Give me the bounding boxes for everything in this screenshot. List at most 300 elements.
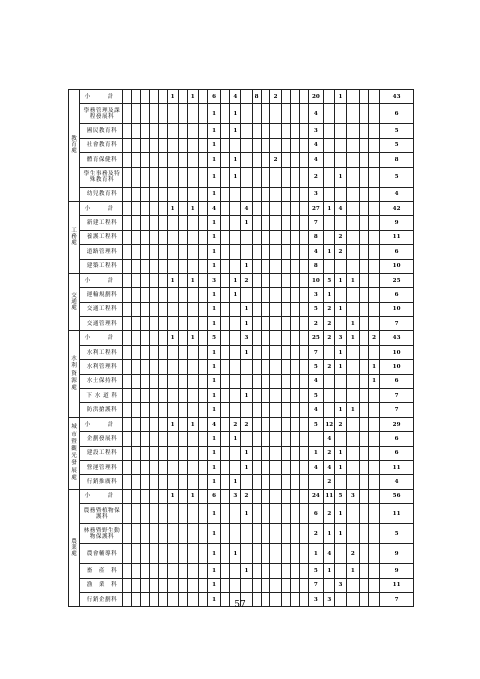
count-cell (252, 288, 261, 302)
count-cell (131, 245, 140, 259)
count-cell (198, 317, 207, 331)
count-cell (122, 345, 131, 359)
row-total-cell: 43 (380, 90, 414, 104)
count-cell (346, 360, 359, 374)
table-row (69, 187, 414, 201)
count-cell (198, 524, 207, 544)
count-cell (299, 317, 308, 331)
count-cell: 1 (167, 331, 178, 345)
count-cell (299, 90, 308, 104)
count-cell (122, 374, 131, 388)
count-cell (299, 167, 308, 187)
count-cell (360, 230, 369, 244)
count-cell (198, 504, 207, 524)
count-cell (346, 460, 359, 474)
count-cell (252, 216, 261, 230)
count-cell (324, 259, 335, 273)
count-cell (131, 273, 140, 287)
count-cell (122, 216, 131, 230)
section-name: 水利工程科 (80, 345, 123, 359)
count-cell (241, 167, 252, 187)
count-cell: 1 (230, 153, 241, 167)
count-cell (131, 317, 140, 331)
count-cell (346, 475, 359, 489)
count-cell (122, 245, 131, 259)
count-cell (131, 432, 140, 446)
count-cell (270, 578, 281, 592)
count-cell (290, 389, 299, 403)
count-cell (122, 138, 131, 152)
count-cell (230, 446, 241, 460)
count-cell (158, 259, 167, 273)
count-cell (252, 460, 261, 474)
count-cell (187, 345, 198, 359)
count-cell (360, 124, 369, 138)
count-cell (187, 578, 198, 592)
count-cell (149, 331, 158, 345)
count-cell: 1 (346, 331, 359, 345)
row-total-cell: 5 (380, 138, 414, 152)
count-cell (261, 187, 270, 201)
count-cell (178, 153, 187, 167)
count-cell (368, 345, 379, 359)
count-cell: 1 (207, 302, 220, 316)
count-cell: 1 (187, 331, 198, 345)
count-cell: 5 (308, 417, 324, 431)
count-cell (158, 564, 167, 578)
count-cell: 1 (207, 374, 220, 388)
table-row (69, 124, 414, 138)
count-cell (149, 432, 158, 446)
count-cell (346, 417, 359, 431)
count-cell (346, 201, 359, 215)
count-cell (252, 403, 261, 417)
count-cell (281, 104, 290, 124)
count-cell (335, 216, 346, 230)
count-cell (368, 273, 379, 287)
count-cell (281, 374, 290, 388)
count-cell (261, 417, 270, 431)
count-cell: 4 (308, 460, 324, 474)
count-cell (252, 104, 261, 124)
count-cell: 2 (324, 446, 335, 460)
count-cell: 2 (241, 417, 252, 431)
count-cell (368, 403, 379, 417)
row-total-cell: 10 (380, 345, 414, 359)
count-cell (368, 302, 379, 316)
count-cell (167, 259, 178, 273)
department-label: 教育處 (69, 90, 80, 202)
count-cell: 1 (230, 475, 241, 489)
count-cell (346, 302, 359, 316)
count-cell (368, 259, 379, 273)
count-cell (178, 475, 187, 489)
count-cell (270, 245, 281, 259)
table-row (69, 524, 414, 544)
count-cell (252, 259, 261, 273)
count-cell (360, 564, 369, 578)
count-cell: 1 (207, 360, 220, 374)
count-cell (261, 524, 270, 544)
count-cell (299, 374, 308, 388)
count-cell: 1 (335, 504, 346, 524)
count-cell (187, 216, 198, 230)
count-cell (270, 259, 281, 273)
count-cell (198, 288, 207, 302)
count-cell (178, 446, 187, 460)
count-cell (131, 216, 140, 230)
count-cell: 1 (335, 273, 346, 287)
row-total-cell: 6 (380, 432, 414, 446)
count-cell (198, 90, 207, 104)
count-cell (261, 259, 270, 273)
count-cell (187, 153, 198, 167)
count-cell (178, 124, 187, 138)
count-cell (122, 544, 131, 564)
count-cell (230, 259, 241, 273)
count-cell (122, 389, 131, 403)
count-cell (360, 389, 369, 403)
count-cell: 4 (324, 432, 335, 446)
count-cell (368, 153, 379, 167)
count-cell: 1 (241, 216, 252, 230)
count-cell (167, 302, 178, 316)
count-cell: 5 (207, 331, 220, 345)
count-cell (230, 138, 241, 152)
count-cell (158, 273, 167, 287)
count-cell (122, 403, 131, 417)
count-cell (281, 302, 290, 316)
section-name: 社會教育科 (80, 138, 123, 152)
count-cell (360, 245, 369, 259)
row-total-cell: 7 (380, 403, 414, 417)
count-cell (281, 564, 290, 578)
table-row (69, 374, 414, 388)
table-row (69, 475, 414, 489)
count-cell (140, 446, 149, 460)
count-cell (221, 417, 230, 431)
count-cell (252, 446, 261, 460)
count-cell (131, 230, 140, 244)
count-cell (290, 288, 299, 302)
count-cell: 3 (346, 489, 359, 503)
subtotal-label: 小 計 (80, 273, 123, 287)
count-cell (178, 187, 187, 201)
count-cell (131, 259, 140, 273)
section-name: 畜 產 科 (80, 564, 123, 578)
count-cell (299, 245, 308, 259)
count-cell (252, 360, 261, 374)
count-cell: 3 (308, 187, 324, 201)
count-cell (346, 524, 359, 544)
count-cell (281, 153, 290, 167)
count-cell (221, 504, 230, 524)
count-cell (290, 446, 299, 460)
count-cell: 1 (187, 489, 198, 503)
count-cell (167, 153, 178, 167)
count-cell: 1 (207, 460, 220, 474)
count-cell (252, 578, 261, 592)
count-cell (346, 90, 359, 104)
count-cell (167, 475, 178, 489)
count-cell: 6 (207, 90, 220, 104)
count-cell (149, 374, 158, 388)
count-cell (230, 564, 241, 578)
count-cell (290, 187, 299, 201)
table-row (69, 389, 414, 403)
count-cell (281, 124, 290, 138)
count-cell: 1 (207, 167, 220, 187)
count-cell (140, 432, 149, 446)
count-cell (241, 288, 252, 302)
count-cell (290, 544, 299, 564)
count-cell (299, 230, 308, 244)
row-total-cell: 9 (380, 564, 414, 578)
count-cell (178, 460, 187, 474)
row-total-cell: 25 (380, 273, 414, 287)
count-cell (122, 564, 131, 578)
count-cell (122, 302, 131, 316)
count-cell (198, 331, 207, 345)
count-cell (261, 273, 270, 287)
table-row (69, 167, 414, 187)
count-cell: 7 (308, 345, 324, 359)
count-cell (368, 230, 379, 244)
table-row (69, 446, 414, 460)
row-total-cell: 5 (380, 124, 414, 138)
count-cell: 1 (207, 564, 220, 578)
count-cell (299, 524, 308, 544)
count-cell (360, 331, 369, 345)
count-cell (241, 90, 252, 104)
count-cell (261, 230, 270, 244)
count-cell (187, 446, 198, 460)
count-cell (158, 460, 167, 474)
count-cell (346, 124, 359, 138)
section-name: 運輸規劃科 (80, 288, 123, 302)
count-cell (167, 230, 178, 244)
count-cell: 1 (241, 317, 252, 331)
row-total-cell: 43 (380, 331, 414, 345)
count-cell (198, 489, 207, 503)
count-cell (290, 273, 299, 287)
subtotal-label: 小 計 (80, 489, 123, 503)
count-cell (221, 245, 230, 259)
count-cell (178, 317, 187, 331)
subtotal-row (69, 90, 414, 104)
count-cell: 4 (308, 138, 324, 152)
count-cell: 1 (167, 201, 178, 215)
count-cell (241, 578, 252, 592)
count-cell (178, 524, 187, 544)
count-cell (131, 138, 140, 152)
count-cell (158, 417, 167, 431)
count-cell (149, 524, 158, 544)
count-cell (270, 432, 281, 446)
count-cell (198, 417, 207, 431)
count-cell (290, 230, 299, 244)
count-cell (261, 446, 270, 460)
count-cell (140, 124, 149, 138)
count-cell (149, 259, 158, 273)
count-cell (261, 245, 270, 259)
row-total-cell: 5 (380, 167, 414, 187)
count-cell (221, 138, 230, 152)
count-cell: 4 (308, 374, 324, 388)
count-cell (122, 504, 131, 524)
count-cell (281, 489, 290, 503)
count-cell (281, 273, 290, 287)
count-cell (261, 345, 270, 359)
count-cell: 2 (308, 317, 324, 331)
count-cell (131, 345, 140, 359)
count-cell (241, 374, 252, 388)
count-cell (290, 124, 299, 138)
count-cell: 1 (230, 288, 241, 302)
count-cell: 1 (167, 273, 178, 287)
count-cell (252, 124, 261, 138)
count-cell (149, 345, 158, 359)
count-cell (346, 446, 359, 460)
count-cell (252, 417, 261, 431)
table-row (69, 317, 414, 331)
count-cell (252, 524, 261, 544)
count-cell (198, 273, 207, 287)
count-cell (252, 317, 261, 331)
count-cell: 2 (324, 504, 335, 524)
count-cell (187, 230, 198, 244)
count-cell (221, 90, 230, 104)
count-cell (360, 446, 369, 460)
count-cell: 1 (335, 360, 346, 374)
count-cell (230, 403, 241, 417)
count-cell (230, 524, 241, 544)
count-cell (281, 245, 290, 259)
count-cell (131, 504, 140, 524)
table-row (69, 544, 414, 564)
count-cell (230, 201, 241, 215)
count-cell (221, 475, 230, 489)
count-cell (360, 187, 369, 201)
count-cell (149, 230, 158, 244)
count-cell (131, 389, 140, 403)
section-name: 建設工程科 (80, 446, 123, 460)
count-cell: 5 (308, 360, 324, 374)
table-row (69, 460, 414, 474)
count-cell (140, 460, 149, 474)
count-cell (252, 489, 261, 503)
count-cell: 1 (167, 417, 178, 431)
count-cell (290, 104, 299, 124)
count-cell (241, 138, 252, 152)
count-cell (252, 245, 261, 259)
count-cell (360, 273, 369, 287)
count-cell (149, 90, 158, 104)
count-cell (178, 345, 187, 359)
count-cell (167, 317, 178, 331)
count-cell (122, 124, 131, 138)
count-cell (261, 138, 270, 152)
count-cell (221, 446, 230, 460)
count-cell: 1 (207, 578, 220, 592)
count-cell (198, 374, 207, 388)
count-cell (149, 489, 158, 503)
count-cell (122, 153, 131, 167)
count-cell (360, 201, 369, 215)
count-cell (252, 138, 261, 152)
count-cell (290, 475, 299, 489)
count-cell: 1 (207, 475, 220, 489)
count-cell (140, 259, 149, 273)
count-cell (368, 201, 379, 215)
count-cell (198, 446, 207, 460)
count-cell (198, 187, 207, 201)
count-cell (178, 90, 187, 104)
count-cell (335, 124, 346, 138)
count-cell (252, 331, 261, 345)
count-cell (270, 331, 281, 345)
count-cell: 4 (207, 417, 220, 431)
count-cell (360, 259, 369, 273)
count-cell (178, 489, 187, 503)
count-cell (252, 273, 261, 287)
row-total-cell: 4 (380, 187, 414, 201)
row-total-cell: 56 (380, 489, 414, 503)
count-cell: 3 (308, 592, 324, 606)
count-cell (270, 489, 281, 503)
count-cell: 1 (324, 288, 335, 302)
count-cell: 1 (207, 446, 220, 460)
count-cell (230, 302, 241, 316)
count-cell (360, 302, 369, 316)
count-cell (221, 360, 230, 374)
subtotal-label: 小 計 (80, 417, 123, 431)
count-cell (281, 216, 290, 230)
table-row (69, 403, 414, 417)
count-cell (140, 417, 149, 431)
count-cell (131, 489, 140, 503)
count-cell (335, 544, 346, 564)
count-cell (230, 360, 241, 374)
count-cell (230, 187, 241, 201)
count-cell (281, 446, 290, 460)
count-cell: 1 (324, 201, 335, 215)
count-cell: 1 (346, 273, 359, 287)
section-name: 學生事務及特殊教育科 (80, 167, 123, 187)
count-cell (299, 475, 308, 489)
count-cell (158, 104, 167, 124)
count-cell (335, 259, 346, 273)
count-cell (230, 245, 241, 259)
count-cell (368, 187, 379, 201)
row-total-cell: 7 (380, 317, 414, 331)
count-cell (158, 360, 167, 374)
count-cell (281, 475, 290, 489)
count-cell (324, 138, 335, 152)
department-label: 水利資源處 (69, 331, 80, 417)
count-cell (131, 104, 140, 124)
count-cell: 3 (335, 578, 346, 592)
count-cell (167, 288, 178, 302)
count-cell (198, 475, 207, 489)
count-cell (221, 153, 230, 167)
count-cell (290, 432, 299, 446)
count-cell (308, 432, 324, 446)
count-cell (290, 331, 299, 345)
count-cell (299, 504, 308, 524)
count-cell (270, 273, 281, 287)
count-cell (281, 345, 290, 359)
